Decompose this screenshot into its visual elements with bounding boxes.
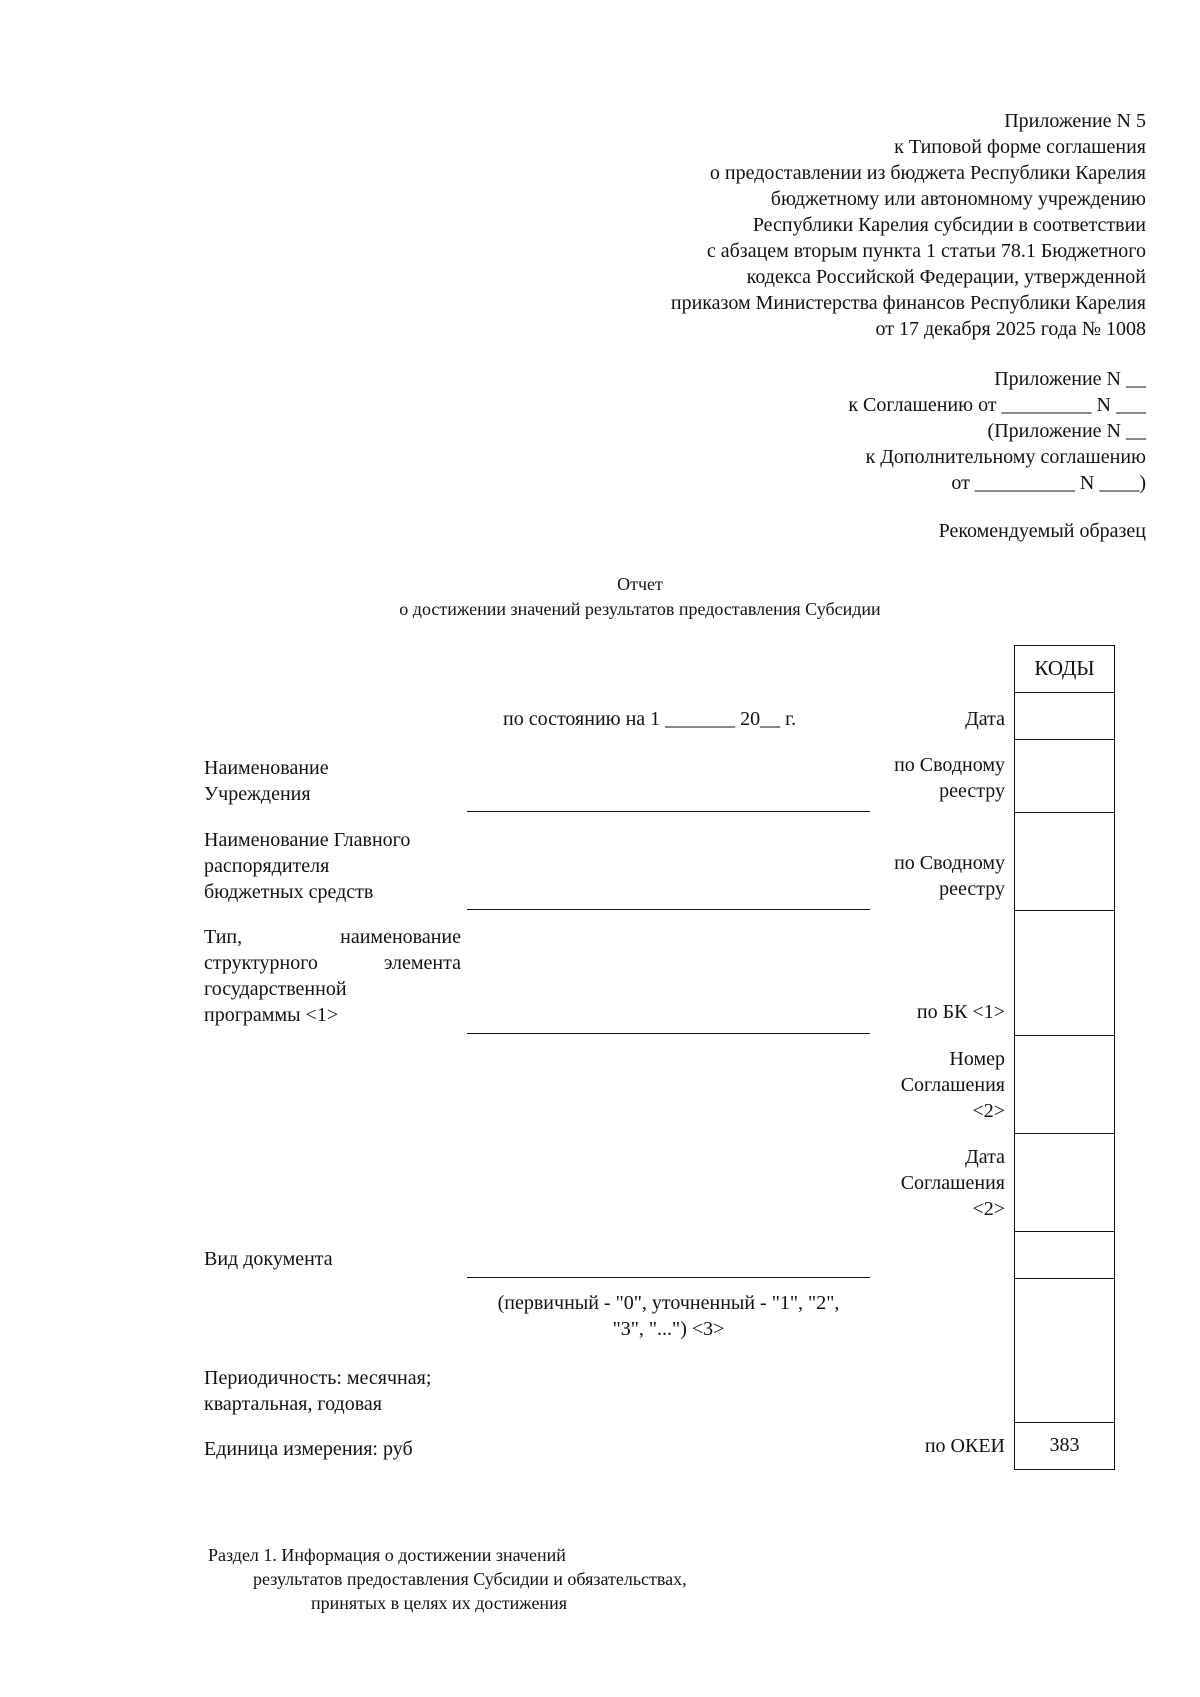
code-cell-periodicity[interactable] [1014,1278,1115,1423]
doc-type-hint [467,1290,870,1342]
program-label-line [204,950,461,976]
institution-label-line: Учреждения [204,783,311,805]
code-cell-institution[interactable] [1014,739,1115,813]
header-line: кодекса Российской Федерации, утвержденной [746,266,1146,288]
header-line: Республики Карелия субсидии в соответствии [752,214,1146,236]
doc-type-label: Вид документа [204,1248,333,1270]
code-label-line: реестру [939,780,1005,802]
code-cell-agreement-number[interactable] [1014,1035,1115,1134]
periodicity-label [204,1365,431,1417]
institution-code-label [894,752,1005,804]
agreement-line: к Дополнительному соглашению [865,446,1146,468]
agreement-line: (Приложение N __ [987,420,1146,442]
code-label-line: Соглашения [900,1172,1005,1194]
code-label-line: по Сводному [894,754,1005,776]
program-label-word: наименование [340,926,461,948]
doc-type-field[interactable] [467,1277,870,1278]
section-1-line: результатов предоставления Субсидии и обязательствах, [253,1569,687,1589]
code-cell-bk[interactable] [1014,910,1115,1036]
program-label-word: Тип, [204,926,243,948]
doc-type-hint-line: (первичный - "0", уточненный - "1", "2", [497,1292,840,1314]
manager-label [204,827,410,905]
code-cell-okei: 383 [1014,1422,1115,1470]
manager-label-line: Наименование Главного [204,829,411,851]
agreement-reference [666,366,1146,496]
agreement-line: от __________ N ____) [951,472,1146,494]
okei-code-label: по ОКЕИ [924,1435,1005,1457]
header-line: с абзацем вторым пункта 1 статьи 78.1 Бюджетного [706,240,1146,262]
agreement-number-label [901,1046,1005,1124]
bk-code-label: по БК <1> [916,1001,1005,1023]
manager-field[interactable] [467,909,870,910]
code-label-line: Дата [965,1146,1005,1168]
program-label-line [204,924,461,950]
manager-label-line: бюджетных средств [204,881,374,903]
header-line: бюджетному или автономному учреждению [770,188,1146,210]
program-label-line: государственной [204,978,347,1000]
institution-field[interactable] [467,811,870,812]
agreement-date-label [901,1144,1005,1222]
agreement-line: к Соглашению от _________ N ___ [848,394,1146,416]
agreement-line: Приложение N __ [994,368,1146,390]
institution-label [204,755,329,807]
report-title-line: Отчет [617,574,663,594]
date-label: Дата [965,708,1005,730]
code-label-line: <2> [972,1198,1005,1220]
header-line: о предоставлении из бюджета Республики Карелия [709,162,1146,184]
report-title [300,572,980,622]
code-cell-doc-type[interactable] [1014,1231,1115,1279]
code-label-line: по Сводному [894,852,1005,874]
institution-label-line: Наименование [204,757,329,779]
program-field[interactable] [467,1033,870,1034]
header-line: Приложение N 5 [1004,110,1146,132]
header-line: от 17 декабря 2025 года № 1008 [875,318,1146,340]
codes-header: КОДЫ [1014,645,1115,693]
code-label-line: Соглашения [900,1074,1005,1096]
code-label-line: <2> [972,1100,1005,1122]
program-label-word: структурного [204,952,318,974]
report-title-line: о достижении значений результатов предоставления Субсидии [399,599,881,619]
doc-type-hint-line: "3", "...") <3> [612,1318,725,1340]
code-label-line: реестру [939,878,1005,900]
header-line: к Типовой форме соглашения [894,136,1146,158]
manager-code-label [894,850,1005,902]
section-1-line: Раздел 1. Информация о достижении значений [208,1545,566,1565]
program-label-line: программы <1> [204,1004,339,1026]
recommended-sample-label: Рекомендуемый образец [938,520,1146,542]
section-1-heading [208,1543,788,1615]
manager-label-line: распорядителя [204,855,330,877]
program-label [204,924,461,1028]
appendix-header [506,108,1146,342]
unit-label: Единица измерения: руб [204,1438,413,1460]
code-label-line: Номер [949,1048,1005,1070]
header-line: приказом Министерства финансов Республики Карелия [670,292,1146,314]
as-of-date: по состоянию на 1 _______ 20__ г. [503,708,797,730]
code-cell-agreement-date[interactable] [1014,1133,1115,1232]
program-label-word: элемента [383,952,461,974]
section-1-line: принятых в целях их достижения [311,1593,567,1613]
periodicity-label-line: квартальная, годовая [204,1393,382,1415]
code-cell-manager[interactable] [1014,812,1115,911]
code-cell-date[interactable] [1014,692,1115,740]
periodicity-label-line: Периодичность: месячная; [204,1367,432,1389]
